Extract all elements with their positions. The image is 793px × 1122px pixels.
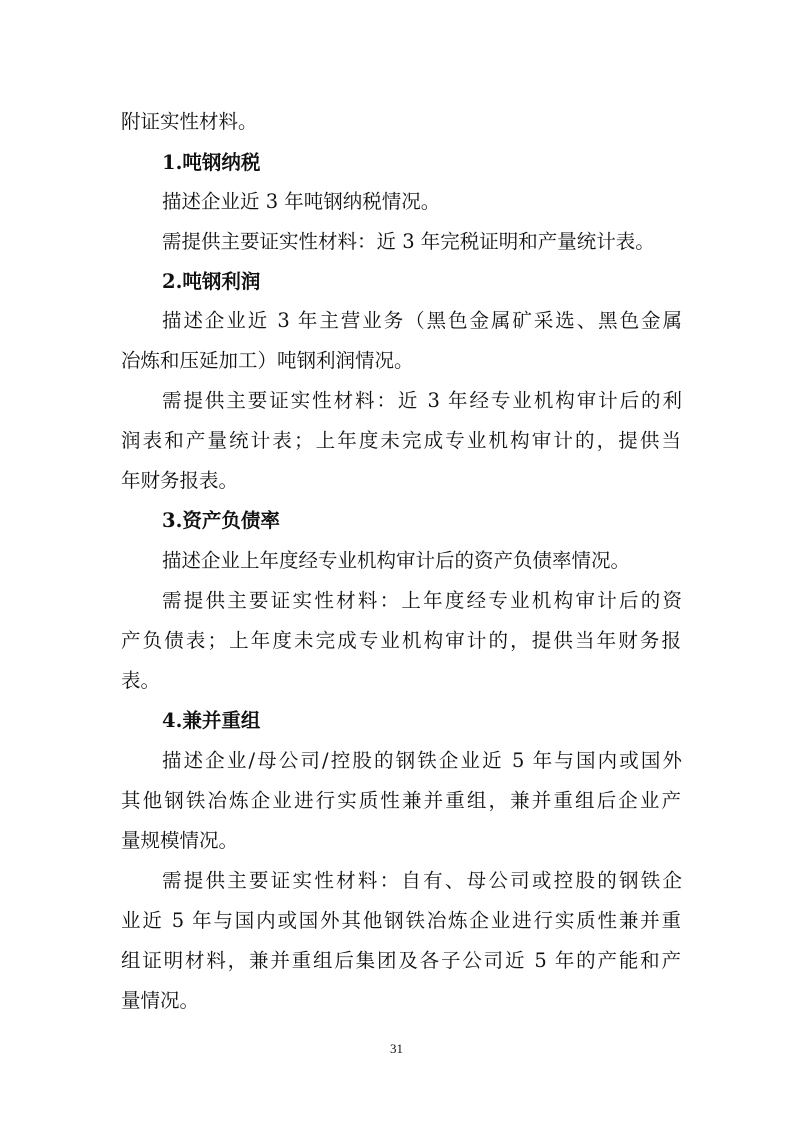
paragraph-text: 业近 5 年与国内或国外其他钢铁冶炼企业进行实质性兼并重 — [121, 909, 681, 932]
paragraph-text: 润表和产量统计表；上年度未完成专业机构审计的，提供当 — [121, 429, 681, 452]
section-heading-debt-ratio: 3.资产负债率 — [162, 509, 280, 532]
paragraph-text: 其他钢铁冶炼企业进行实质性兼并重组，兼并重组后企业产 — [121, 789, 681, 812]
section-heading-merger: 4.兼并重组 — [162, 709, 261, 732]
paragraph-text: 描述企业上年度经专业机构审计后的资产负债率情况。 — [162, 549, 631, 572]
paragraph-text: 需提供主要证实性材料：近 3 年完税证明和产量统计表。 — [162, 230, 655, 253]
paragraph-text: 描述企业近 3 年主营业务（黑色金属矿采选、黑色金属 — [162, 309, 682, 332]
paragraph-text: 描述企业/母公司/控股的钢铁企业近 5 年与国内或国外 — [162, 749, 682, 772]
paragraph-text: 产负债表；上年度未完成专业机构审计的，提供当年财务报 — [121, 629, 681, 652]
section-heading-profit-per-ton: 2.吨钢利润 — [162, 270, 261, 293]
paragraph-text: 冶炼和压延加工）吨钢利润情况。 — [121, 349, 414, 372]
paragraph-text: 量情况。 — [121, 989, 200, 1012]
paragraph-text: 需提供主要证实性材料：上年度经专业机构审计后的资 — [162, 589, 682, 612]
paragraph-text: 表。 — [121, 669, 161, 692]
paragraph-text: 描述企业近 3 年吨钢纳税情况。 — [162, 190, 441, 213]
paragraph-text: 年财务报表。 — [121, 469, 239, 492]
paragraph-text: 需提供主要证实性材料：近 3 年经专业机构审计后的利 — [162, 389, 682, 412]
page-number: 31 — [390, 1041, 403, 1056]
section-heading-tax-per-ton: 1.吨钢纳税 — [162, 151, 261, 174]
paragraph-text: 组证明材料，兼并重组后集团及各子公司近 5 年的产能和产 — [121, 949, 681, 972]
paragraph-text: 需提供主要证实性材料：自有、母公司或控股的钢铁企 — [162, 869, 682, 892]
paragraph-continuation: 附证实性材料。 — [121, 110, 258, 133]
paragraph-text: 量规模情况。 — [121, 829, 239, 852]
